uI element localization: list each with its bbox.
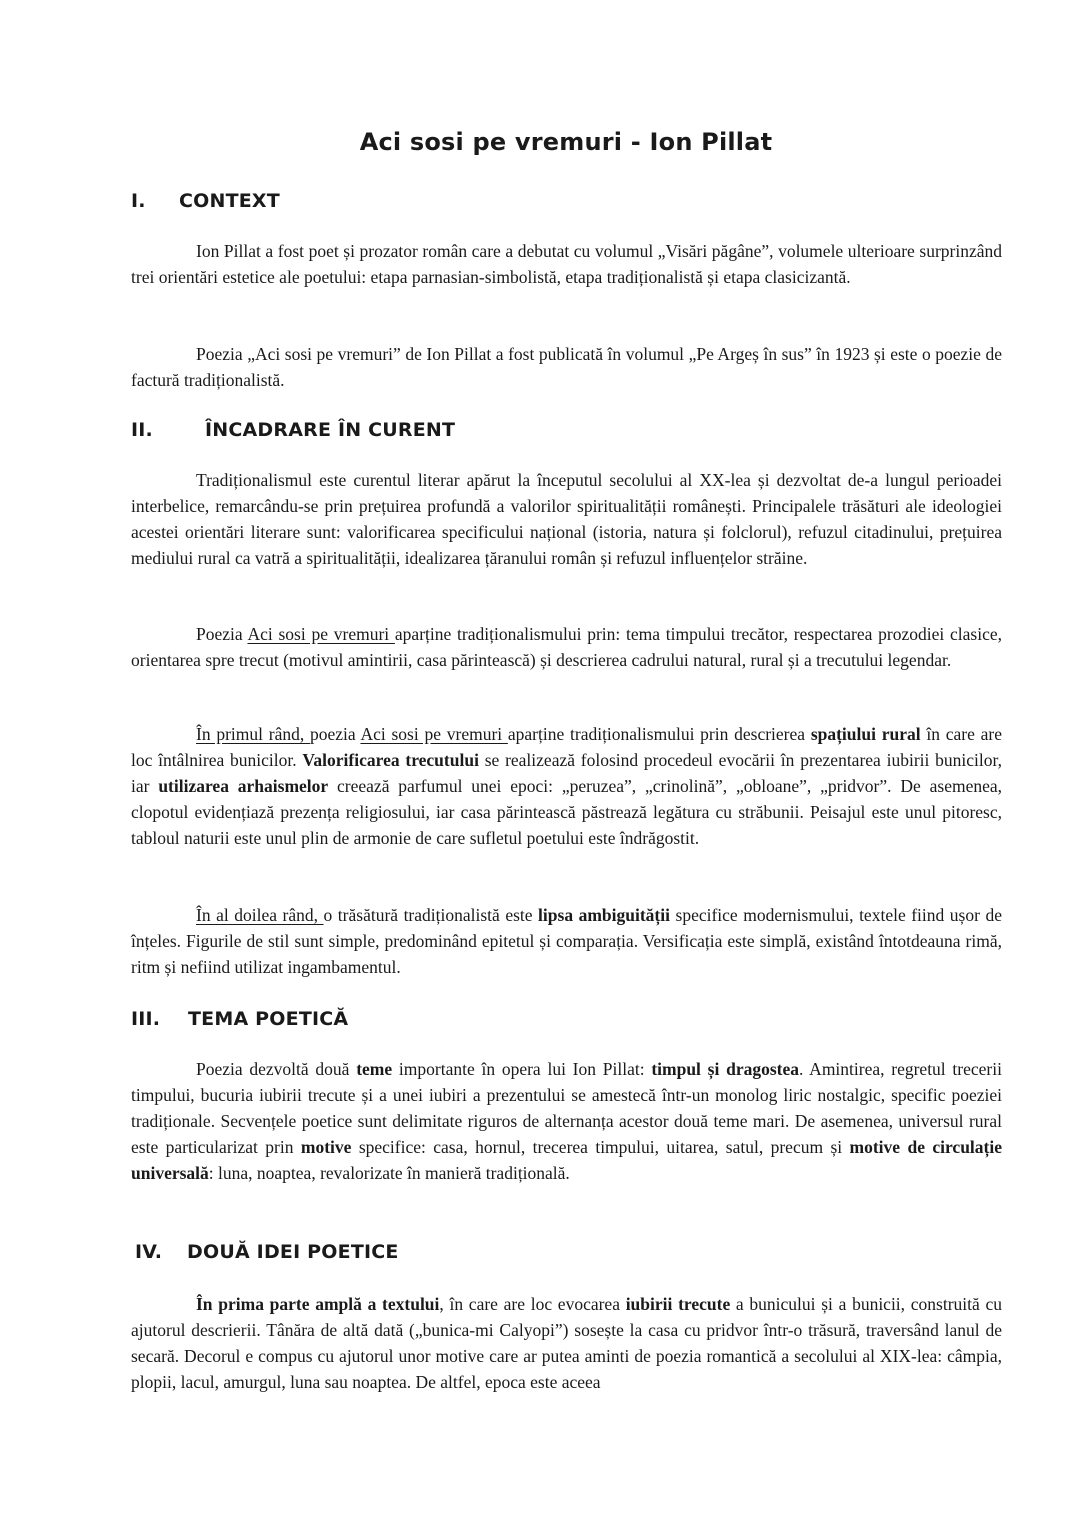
paragraph-lack-of-ambiguity: În al doilea rând, o trăsătură tradiționalistă este lipsa ambiguității specifice modernismului, textele fiind ușor de înțeles. Figurile de stil sunt simple, predominând epitetul și comparația. Versificația este simplă, existând întotdeauna rimă, ritm și nefiind utilizat ingambamentul. bbox=[131, 905, 1002, 977]
paragraph-traditionalism-features: Poezia Aci sosi pe vremuri aparține tradiționalismului prin: tema timpului trecător, respectarea prozodiei clasice, orientarea spre trecut (motivul amintirii, casa părintească) și descrierea cadrului natural, rural și a trecutului legendar. bbox=[131, 624, 1002, 670]
section-title: ÎNCADRARE ÎN CURENT bbox=[205, 419, 456, 441]
paragraph-rural-space: În primul rând, poezia Aci sosi pe vremuri aparține tradiționalismului prin descrierea spațiului rural în care are loc întâlnirea bunicilor. Valorificarea trecutului se realizează folosind procedeul evocării în prezentarea iubirii bunicilor, iar utilizarea arhaismelor creează parfumul unei epoci: „peruzea”, „crinolină”, „obloane”, „pridvor”. De asemenea, clopotul evidențiază prezența religiosului, iar casa părintească păstrează legătura cu străbunii. Peisajul este unul pitoresc, tabloul naturii este unul plin de armonie de care sufletul poetului este îndrăgostit. bbox=[131, 724, 1003, 848]
paragraph-poetic-theme: Poezia dezvoltă două teme importante în opera lui Ion Pillat: timpul și dragostea. Amintirea, regretul trecerii timpului, bucuria iubirii trecute și a unei iubiri a prezentului se amestecă într-un monolog liric nostalgic, specific poeziei tradiționale. Secvențele poetice sunt delimitate riguros de alternanța acestor două teme mari. De asemenea, universul rural este particularizat prin motive specifice: casa, hornul, trecerea timpului, uitarea, satul, precum și motive de circulație universală: luna, noaptea, revalorizate în manieră tradițională. bbox=[131, 1059, 1002, 1183]
document-title: Aci sosi pe vremuri - Ion Pillat bbox=[359, 128, 773, 156]
poem-title-reference: Aci sosi pe vremuri bbox=[247, 624, 395, 644]
section-title: DOUĂ IDEI POETICE bbox=[187, 1241, 399, 1263]
section-number: IV. bbox=[135, 1241, 163, 1263]
paragraph-context-debut: Ion Pillat a fost poet și prozator român care a debutat cu volumul „Visări păgâne”, volumele ulterioare surprinzând trei orientări estetice ale poetului: etapa parnasian-simbolistă, etapa tradiționalistă și etapa clasicizantă. bbox=[131, 241, 1002, 287]
section-heading-context bbox=[131, 190, 280, 212]
section-title: TEMA POETICĂ bbox=[188, 1008, 349, 1030]
poem-title-reference: Aci sosi pe vremuri bbox=[360, 724, 508, 744]
section-title: CONTEXT bbox=[179, 190, 280, 212]
second-argument-marker: În al doilea rând, bbox=[196, 905, 324, 925]
section-number: I. bbox=[131, 190, 146, 212]
section-heading-current bbox=[131, 419, 455, 441]
paragraph-traditionalism-definition: Tradiționalismul este curentul literar apărut la începutul secolului al XX-lea și dezvoltat de-a lungul perioadei interbelice, remarcându-se prin prețuirea profundă a valorilor spiritualității românești. Principalele trăsături ale ideologiei acestei orientări literare sunt: valorificarea specificului național (istoria, natura și folclorul), refuzul citadinului, prețuirea mediului rural ca vatră a spiritualității, idealizarea țăranului român și refuzul influențelor străine. bbox=[131, 470, 1002, 568]
first-argument-marker: În primul rând, bbox=[196, 724, 310, 744]
paragraph-context-volume: Poezia „Aci sosi pe vremuri” de Ion Pillat a fost publicată în volumul „Pe Argeș în sus” în 1923 și este o poezie de factură tradiționalistă. bbox=[131, 344, 1002, 390]
section-heading-ideas bbox=[135, 1241, 399, 1263]
section-number: II. bbox=[131, 419, 153, 441]
paragraph-first-idea: În prima parte amplă a textului, în care are loc evocarea iubirii trecute a bunicului și a bunicii, construită cu ajutorul descrierii. Tânăra de altă dată („bunica-mi Calyopi”) sosește la casa cu pridvor într-o trăsură, traversând lanul de secară. Decorul e compus cu ajutorul unor motive care ar putea aminti de poezia romantică a secolului al XIX-lea: câmpia, plopii, lacul, amurgul, luna sau noaptea. De altfel, epoca este aceea bbox=[131, 1294, 1002, 1392]
section-heading-theme bbox=[131, 1008, 348, 1030]
section-number: III. bbox=[131, 1008, 161, 1030]
